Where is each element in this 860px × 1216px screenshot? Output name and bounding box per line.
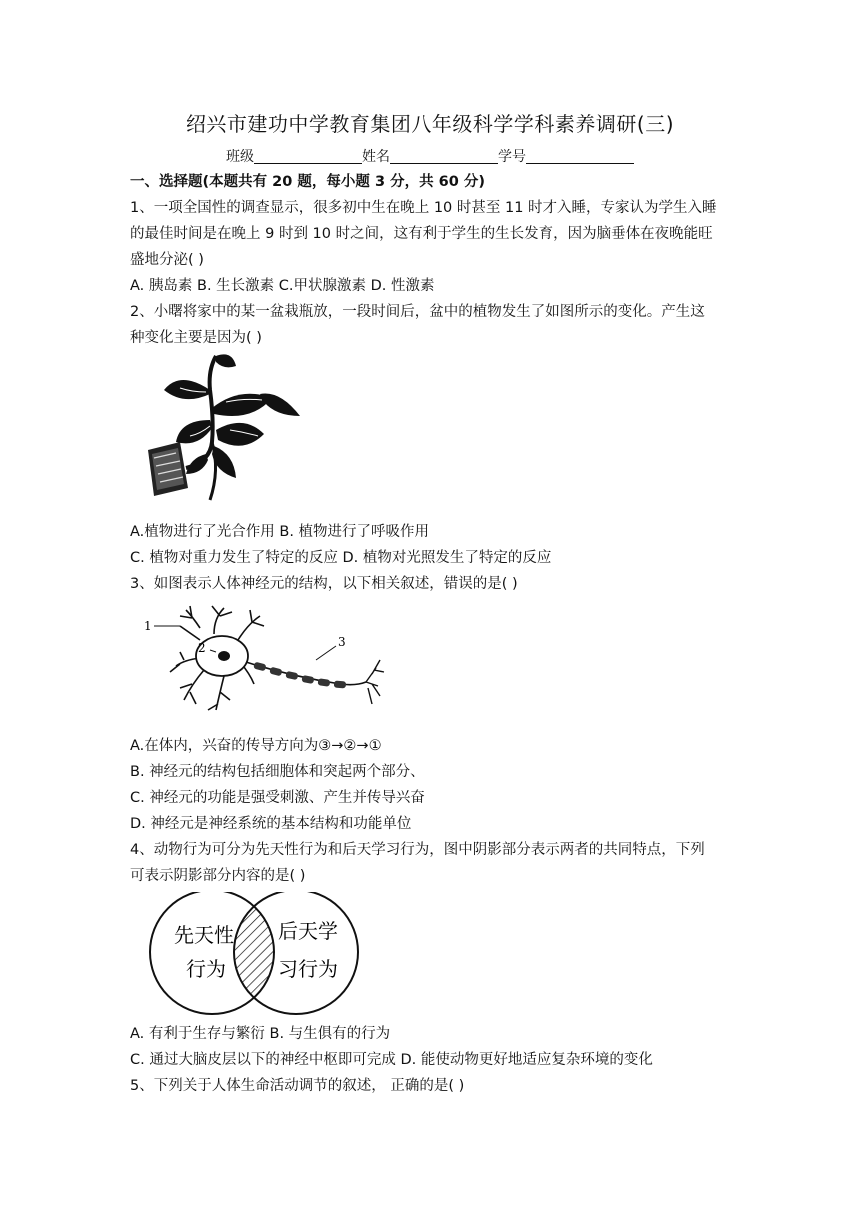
nucleus [218, 651, 230, 661]
number-blank[interactable] [526, 149, 634, 164]
axon-terminal [366, 660, 384, 704]
q4-line-2: 可表示阴影部分内容的是( ) [130, 868, 306, 884]
q1-line-1: 1、一项全国性的调查显示，很多初中生在晚上 10 时甚至 11 时才入睡，专家认为学生入睡 [130, 200, 717, 216]
q1-options: A. 胰岛素 B. 生长激素 C.甲状腺激素 D. 性激素 [130, 278, 435, 294]
q1-line-2: 的最佳时间是在晚上 9 时到 10 时之间，这有利于学生的生长发育，因为脑垂体在夜晚能旺 [130, 226, 713, 242]
q4-options-ab: A. 有利于生存与繁衍 B. 与生俱有的行为 [130, 1026, 391, 1042]
q3-option-b: B. 神经元的结构包括细胞体和突起两个部分、 [130, 764, 425, 780]
q3-line-1: 3、如图表示人体神经元的结构，以下相关叙述，错误的是( ) [130, 576, 518, 592]
venn-left-text-2: 行为 [186, 957, 226, 981]
plant-stem [186, 356, 216, 468]
q4-line-1: 4、动物行为可分为先天性行为和后天学习行为，图中阴影部分表示两者的共同特点，下列 [130, 842, 705, 858]
plant-leaves [164, 354, 300, 478]
venn-diagram [144, 892, 374, 1018]
q1-line-3: 盛地分泌( ) [130, 252, 204, 268]
neuron-figure [140, 600, 390, 720]
venn-right-text-2: 习行为 [278, 957, 338, 981]
section-heading: 一、选择题(本题共有 20 题，每小题 3 分，共 60 分) [130, 174, 485, 190]
q5-line-1: 5、下列关于人体生命活动调节的叙述， 正确的是( ) [130, 1078, 465, 1094]
q3-option-c: C. 神经元的功能是强受刺激、产生并传导兴奋 [130, 790, 425, 806]
neuron-label-2: 2 [198, 641, 206, 655]
q2-line-2: 种变化主要是因为( ) [130, 330, 262, 346]
name-blank[interactable] [390, 149, 498, 164]
tilted-plant-figure [140, 350, 305, 505]
neuron-label-1: 1 [144, 619, 152, 633]
flower-pot [148, 442, 188, 496]
class-blank[interactable] [254, 149, 362, 164]
myelin-sheath [253, 662, 346, 689]
class-label: 班级 [226, 149, 254, 165]
neuron-label-3: 3 [338, 635, 346, 649]
venn-right-text-1: 后天学 [278, 919, 338, 943]
page-title: 绍兴市建功中学教育集团八年级科学学科素养调研(三) [185, 112, 675, 136]
number-label: 学号 [498, 149, 526, 165]
q3-option-d: D. 神经元是神经系统的基本结构和功能单位 [130, 816, 412, 832]
q2-line-1: 2、小曙将家中的某一盆栽瓶放，一段时间后，盆中的植物发生了如图所示的变化。产生这 [130, 304, 705, 320]
q3-option-a: A.在体内，兴奋的传导方向为③→②→① [130, 738, 382, 754]
name-label: 姓名 [362, 149, 390, 165]
q2-options-cd: C. 植物对重力发生了特定的反应 D. 植物对光照发生了特定的反应 [130, 550, 552, 566]
q2-options-ab: A.植物进行了光合作用 B. 植物进行了呼吸作用 [130, 524, 430, 540]
q4-options-cd: C. 通过大脑皮层以下的神经中枢即可完成 D. 能使动物更好地适应复杂环境的变化 [130, 1052, 653, 1068]
venn-left-text-1: 先天性 [174, 923, 234, 947]
student-info-row [0, 146, 860, 166]
